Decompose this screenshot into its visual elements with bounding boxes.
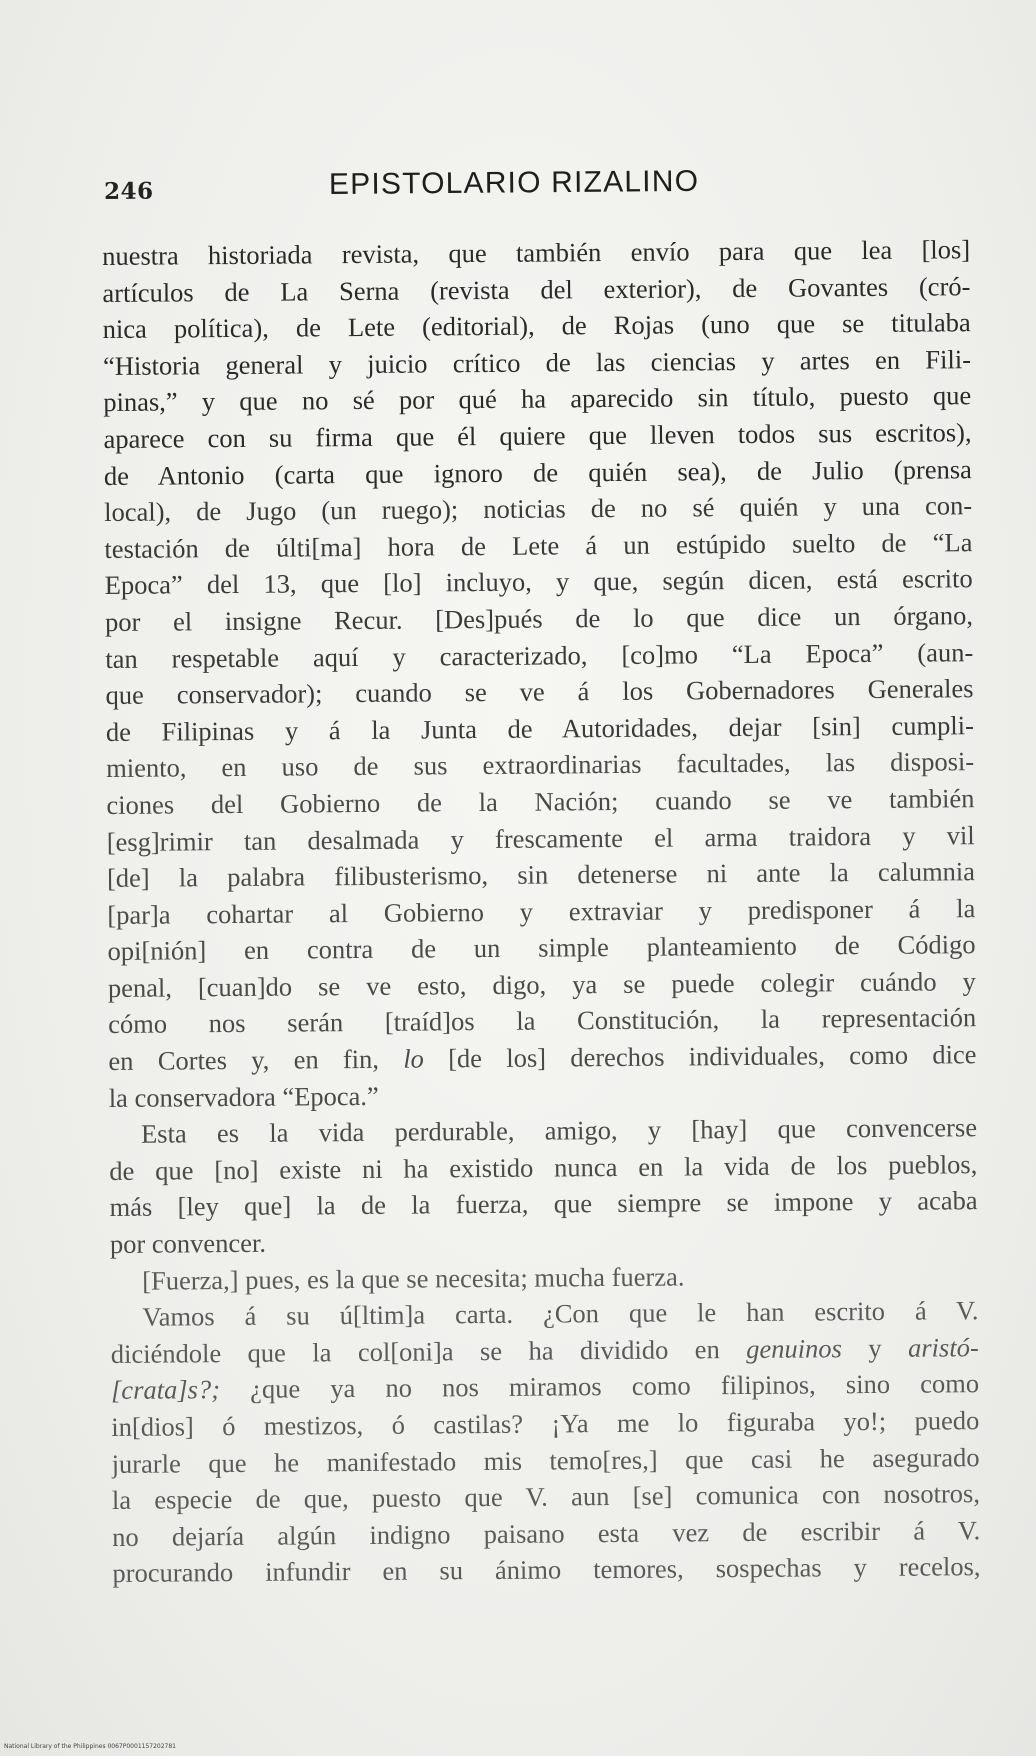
text-line: testación de últi[ma] hora de Lete á un estúpido suelto de “La xyxy=(104,526,973,564)
text-line: [de] la palabra filibusterismo, sin detenerse ni ante la calumnia xyxy=(106,856,976,894)
text-line: artículos de La Serna (revista del exterior), de Govantes (cró- xyxy=(102,270,971,308)
italic-fragment: lo xyxy=(403,1043,424,1074)
text-line: nuestra historiada revista, que también envío para que lea [los] xyxy=(102,234,971,271)
text-line: ciones del Gobierno de la Nación; cuando se ve también xyxy=(106,783,975,820)
text-line: de que [no] existe ni ha existido nunca en la vida de los pueblos, xyxy=(109,1148,978,1186)
text-fragment: ¿que ya no nos miramos como filipinos, sino como xyxy=(219,1368,980,1405)
italic-fragment: aristó- xyxy=(907,1331,979,1363)
text-line: no dejaría algún indigno paisano esta vez de escribir á V. xyxy=(112,1514,981,1552)
text-line: de Antonio (carta que ignoro de quién sea), de Julio (prensa xyxy=(103,453,972,491)
text-line: nica política), de Lete (editorial), de Rojas (uno que se titulaba xyxy=(102,307,971,345)
scan-credit: National Library of the Philippines 0067P0001157202781 xyxy=(4,1743,176,1750)
text-line: [Fuerza,] pues, es la que se necesita; mucha fuerza. xyxy=(142,1261,685,1296)
letter-body xyxy=(102,231,981,1592)
text-line: “Historia general y juicio crítico de las ciencias y artes en Fili- xyxy=(102,343,972,381)
text-line: [esg]rimir tan desalmada y frescamente el arma traidora y vil xyxy=(106,819,975,857)
text-line: Vamos á su ú[ltim]a carta. ¿Con que le han escrito á V. xyxy=(142,1295,979,1332)
text-line: aparece con su firma que él quiere que lleven todos sus escritos), xyxy=(103,417,972,454)
text-fragment: en Cortes y, en fin, xyxy=(108,1043,404,1077)
text-line: jurarle que he manifestado mis temo[res,] que casi he asegurado xyxy=(111,1441,980,1479)
text-line xyxy=(108,1036,976,1079)
text-line: tan respetable aquí y caracterizado, [co]mo “La Epoca” (aun- xyxy=(105,636,974,674)
italic-fragment: genuinos xyxy=(746,1333,843,1364)
text-line: cómo nos serán [traíd]os la Constitución, la representación xyxy=(108,1002,977,1040)
text-fragment: [de los] derechos individuales, como dice xyxy=(423,1039,977,1074)
text-fragment: y xyxy=(841,1332,909,1364)
text-line: más [ley que] la de la fuerza, que siempre se impone y acaba xyxy=(109,1185,978,1223)
text-line: por el insigne Recur. [Des]pués de lo que dice un órgano, xyxy=(104,600,974,637)
text-line: opi[nión] en contra de un simple planteamiento de Código xyxy=(107,929,976,967)
page-number: 246 xyxy=(103,177,154,205)
text-line: la conservadora “Epoca.” xyxy=(108,1080,379,1113)
text-line: local), de Jugo (un ruego); noticias de no sé quién y una con- xyxy=(104,490,973,528)
text-line: la especie de que, puesto que V. aun [se] comunica con nosotros, xyxy=(111,1478,981,1516)
text-line: pinas,” y que no sé por qué ha aparecido sin título, puesto que xyxy=(103,380,972,418)
text-line: miento, en uso de sus extraordinarias facultades, las disposi- xyxy=(106,746,975,784)
text-line: Esta es la vida perdurable, amigo, y [hay] que convencerse xyxy=(140,1112,978,1149)
text-line: que conservador); cuando se ve á los Gobernadores Generales xyxy=(105,673,974,711)
italic-fragment: [crata]s?; xyxy=(110,1374,221,1406)
text-line: penal, [cuan]do se ve esto, digo, ya se puede colegir cuándo y xyxy=(107,966,976,1003)
text-line: in[dios] ó mestizos, ó castilas? ¡Ya me lo figuraba yo!; puedo xyxy=(111,1405,980,1442)
text-line: procurando infundir en su ánimo temores, sospechas y recelos, xyxy=(112,1551,981,1589)
text-line: [par]a cohartar al Gobierno y extraviar y predisponer á la xyxy=(107,892,976,930)
running-title: EPISTOLARIO RIZALINO xyxy=(328,164,700,202)
text-fragment: diciéndole que la col[oni]a se ha dividido en xyxy=(110,1333,747,1369)
text-line: de Filipinas y á la Junta de Autoridades, dejar [sin] cumpli- xyxy=(105,709,974,747)
page-header xyxy=(104,162,964,210)
text-line: por convencer. xyxy=(109,1227,267,1259)
text-line: Epoca” del 13, que [lo] incluyo, y que, según dicen, está escrito xyxy=(104,563,973,601)
